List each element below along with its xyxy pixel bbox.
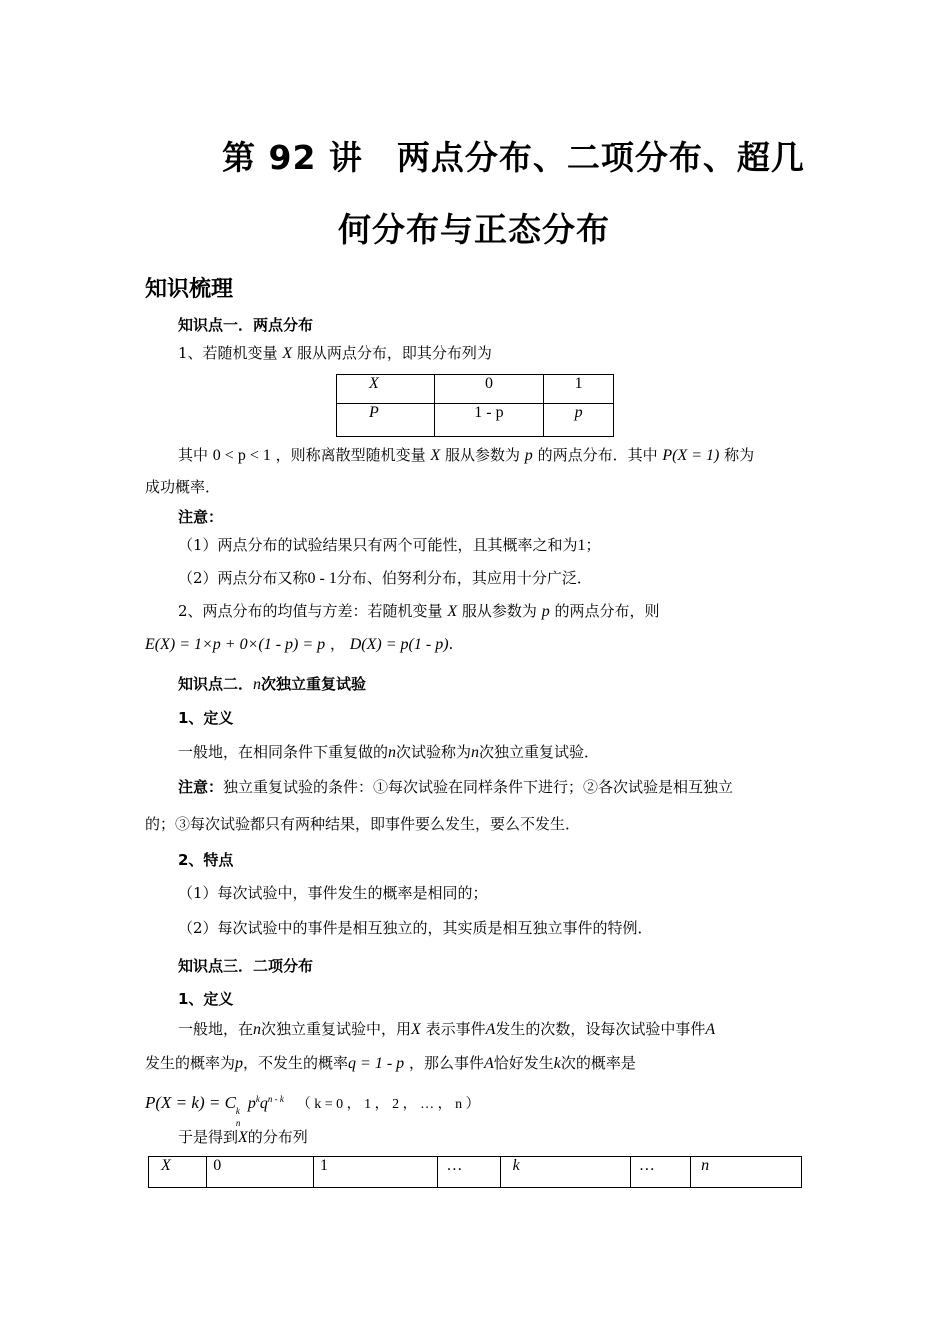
table-cell: p: [544, 404, 614, 437]
kp1-s2: 2、两点分布的均值与方差：若随机变量 X 服从参数为 p 的两点分布，则: [178, 602, 660, 620]
kp2-def-heading: 1、定义: [178, 709, 234, 727]
kp1-desc-cont: 成功概率．: [145, 478, 221, 496]
kp2-feature-2: （2）每次试验中的事件是相互独立的，其实质是相互独立事件的特例．: [178, 919, 653, 937]
table-cell: 1 - p: [434, 404, 544, 437]
kp3-heading: 知识点三．二项分布: [178, 957, 314, 975]
table-cell: X: [337, 375, 435, 404]
section-title: 知识梳理: [145, 277, 234, 302]
table-cell: …: [630, 1157, 690, 1188]
table-cell: X: [149, 1157, 207, 1188]
table-cell: 1: [314, 1157, 438, 1188]
table-row: [337, 404, 614, 437]
table-row: [337, 375, 614, 404]
binomial-formula: P(X = k) = C k n $p^kq^{n - k}$ （ k = 0 ， 1 ， 2 ， … ， n ）: [145, 1093, 480, 1128]
kp1-desc: 其中 0 < p < 1 ，则称离散型随机变量 X 服从参数为 p 的两点分布．其中 P(X = 1) 称为: [178, 446, 755, 464]
kp3-dist-intro: 于是得到X的分布列: [178, 1128, 308, 1146]
table-cell: 1: [544, 375, 614, 404]
kp1-note-label: 注意：: [178, 508, 224, 526]
table-cell: …: [438, 1157, 500, 1188]
kp1-note-1: （1）两点分布的试验结果只有两个可能性，且其概率之和为1；: [178, 536, 601, 554]
kp1-mean-variance: E(X) = 1×p + 0×(1 - p) = p ， D(X) = p(1 - p).: [145, 635, 454, 653]
title-line-1: 第 92 讲 两点分布、二项分布、超几: [222, 138, 805, 177]
table-cell: P: [337, 404, 435, 437]
table-cell: n: [691, 1157, 802, 1188]
kp2-feature-1: （1）每次试验中，事件发生的概率是相同的；: [178, 884, 488, 902]
table-cell: 0: [434, 375, 544, 404]
title-line-2: 何分布与正态分布: [338, 210, 610, 249]
kp1-s1: 1、若随机变量 X 服从两点分布，即其分布列为: [178, 344, 492, 362]
kp2-feature-heading: 2、特点: [178, 851, 234, 869]
kp1-note-2: （2）两点分布又称0 - 1分布、伯努利分布，其应用十分广泛．: [178, 569, 592, 587]
kp3-def-heading: 1、定义: [178, 990, 234, 1008]
kp3-def-line-1: 一般地，在n次独立重复试验中，用X 表示事件A发生的次数，设每次试验中事件A: [178, 1020, 716, 1038]
table-cell: 0: [207, 1157, 314, 1188]
kp2-note-cont: 的；③每次试验都只有两种结果，即事件要么发生，要么不发生．: [145, 815, 581, 833]
table-row: [149, 1157, 802, 1188]
kp1-heading: 知识点一．两点分布: [178, 316, 314, 334]
table-cell: k: [500, 1157, 630, 1188]
binomial-table: [148, 1156, 802, 1188]
kp2-def: 一般地，在相同条件下重复做的n次试验称为n次独立重复试验．: [178, 743, 600, 761]
kp3-def-line-2: 发生的概率为p，不发生的概率q = 1 - p ，那么事件A恰好发生k次的概率是: [145, 1054, 636, 1072]
kp2-note: 注意：独立重复试验的条件：①每次试验在同样条件下进行；②各次试验是相互独立: [178, 778, 734, 796]
kp2-heading: 知识点二．n次独立重复试验: [178, 675, 367, 693]
two-point-table: [336, 374, 614, 437]
